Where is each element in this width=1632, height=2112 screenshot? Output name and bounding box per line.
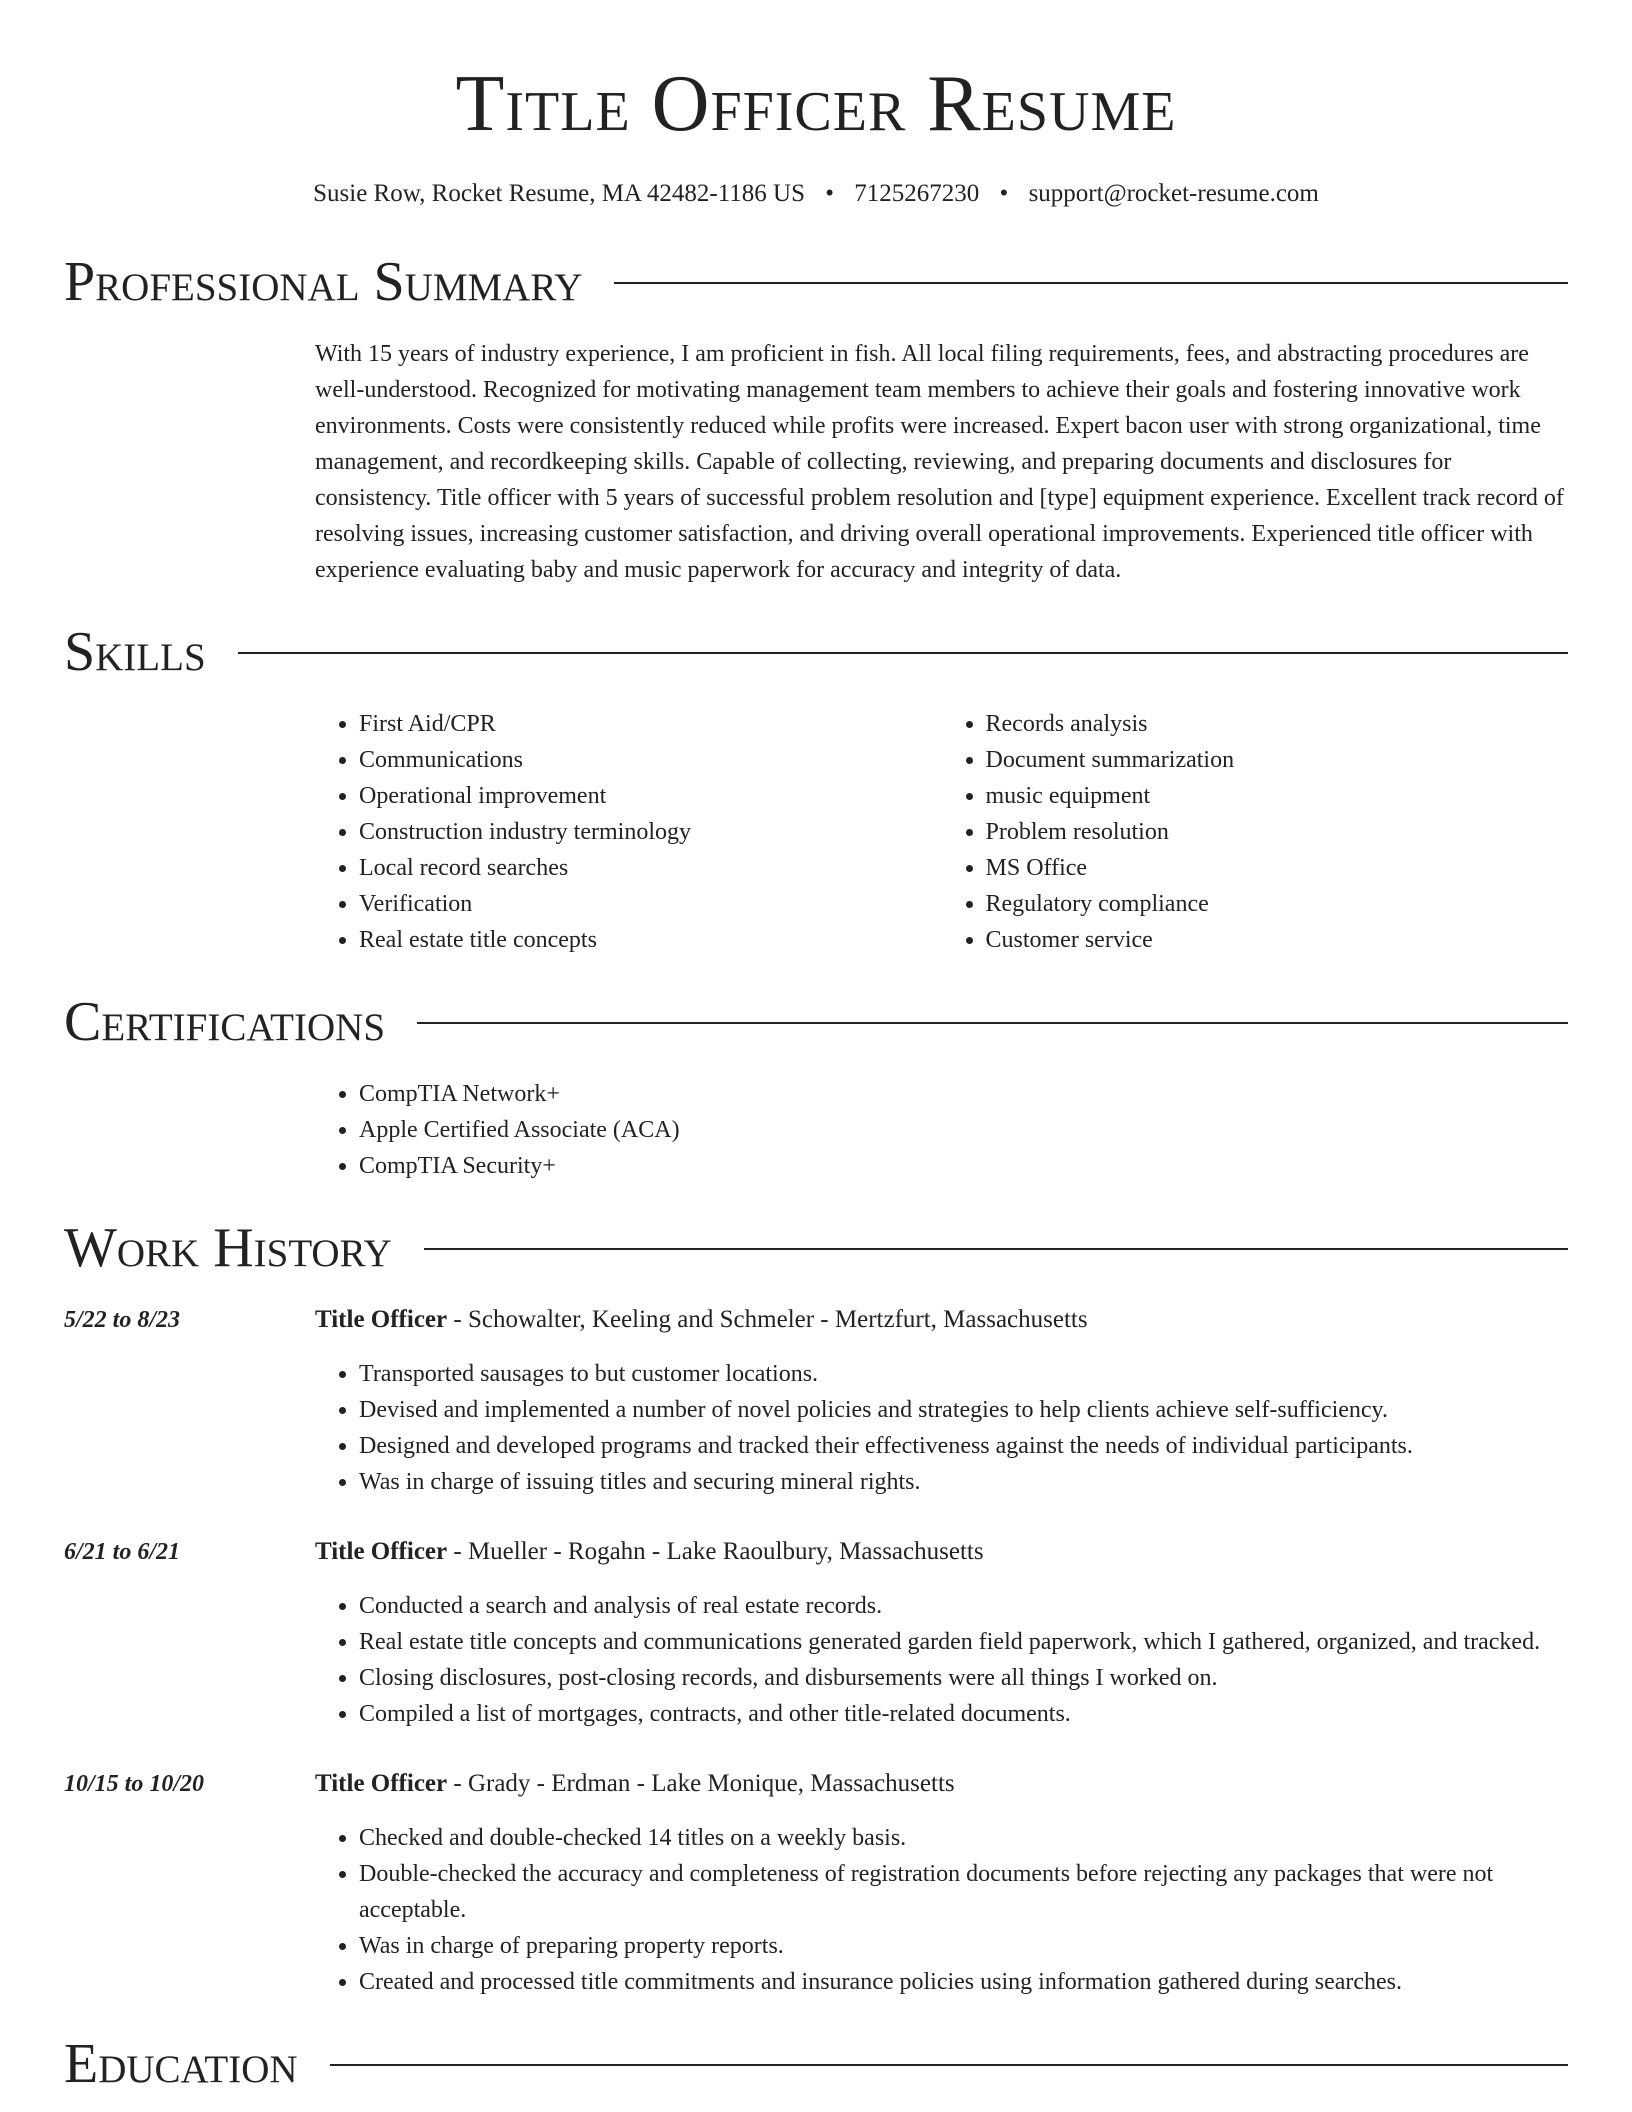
contact-separator: •	[825, 180, 835, 207]
job-dates: 6/21 to 6/21	[64, 1539, 181, 1565]
education-section-header	[64, 2032, 1568, 2096]
job-employer: - Mueller - Rogahn - Lake Raoulbury, Massachusetts	[447, 1538, 984, 1565]
certifications-list	[315, 1076, 1568, 1184]
job-bullet: • Checked and double-checked 14 titles on a weekly basis.	[359, 1820, 1568, 1856]
summary-section-header	[64, 250, 1568, 314]
job-bullet-list	[315, 1588, 1568, 1732]
job-bullet: • Transported sausages to but customer locations.	[359, 1356, 1568, 1392]
job-role: Title Officer	[315, 1538, 448, 1565]
job-title-line	[315, 1534, 1568, 1570]
job-role: Title Officer	[315, 1306, 448, 1333]
work-history-list	[64, 1302, 1568, 2000]
job-bullet: • Devised and implemented a number of novel policies and strategies to help clients achieve self-sufficiency.	[359, 1392, 1568, 1428]
contact-phone: 7125267230	[854, 180, 980, 207]
job-details	[315, 1302, 1568, 1500]
skills-grid	[315, 706, 1568, 958]
skill-item: • Customer service	[986, 922, 1569, 958]
certifications-heading: Certifications	[64, 991, 386, 1053]
certifications-section-header	[64, 990, 1568, 1054]
summary-heading: Professional Summary	[64, 251, 583, 313]
job-entry	[64, 1534, 1568, 1732]
certifications-body	[315, 1076, 1568, 1184]
summary-body	[315, 336, 1568, 588]
job-role: Title Officer	[315, 1770, 448, 1797]
skill-item: • First Aid/CPR	[359, 706, 942, 742]
skill-item: • Construction industry terminology	[359, 814, 942, 850]
skill-item: • Operational improvement	[359, 778, 942, 814]
skills-right-list	[942, 706, 1569, 958]
work-history-heading: Work History	[64, 1217, 392, 1279]
work-history-section-header	[64, 1216, 1568, 1280]
skill-item: • Real estate title concepts	[359, 922, 942, 958]
contact-separator: •	[999, 180, 1009, 207]
job-employer: - Grady - Erdman - Lake Monique, Massachusetts	[447, 1770, 955, 1797]
job-bullet: • Was in charge of preparing property reports.	[359, 1928, 1568, 1964]
skill-item: • Document summarization	[986, 742, 1569, 778]
job-details	[315, 1766, 1568, 2000]
skill-item: • MS Office	[986, 850, 1569, 886]
contact-line	[64, 178, 1568, 210]
skill-item: • Records analysis	[986, 706, 1569, 742]
contact-email: support@rocket-resume.com	[1028, 180, 1319, 207]
job-bullet: • Compiled a list of mortgages, contracts, and other title-related documents.	[359, 1696, 1568, 1732]
job-bullet: • Created and processed title commitments and insurance policies using information gathered during searches.	[359, 1964, 1568, 2000]
skills-section-header	[64, 620, 1568, 684]
skills-heading: Skills	[64, 621, 206, 683]
job-title-line	[315, 1302, 1568, 1338]
skill-item: • Communications	[359, 742, 942, 778]
skill-item: • Regulatory compliance	[986, 886, 1569, 922]
certification-item: • CompTIA Network+	[359, 1076, 1568, 1112]
job-bullet: • Double-checked the accuracy and completeness of registration documents before rejecting any packages that were not acceptable.	[359, 1856, 1568, 1928]
job-details	[315, 1534, 1568, 1732]
section-divider	[330, 2064, 1568, 2066]
section-divider	[417, 1022, 1568, 1024]
section-divider	[614, 282, 1568, 284]
job-entry	[64, 1302, 1568, 1500]
job-dates: 5/22 to 8/23	[64, 1307, 181, 1333]
section-divider	[424, 1248, 1568, 1250]
certification-item: • CompTIA Security+	[359, 1148, 1568, 1184]
job-employer: - Schowalter, Keeling and Schmeler - Mertzfurt, Massachusetts	[447, 1306, 1088, 1333]
job-bullet-list	[315, 1356, 1568, 1500]
skill-item: • Verification	[359, 886, 942, 922]
contact-address: Susie Row, Rocket Resume, MA 42482-1186 US	[313, 180, 806, 207]
skill-item: • music equipment	[986, 778, 1569, 814]
job-bullet: • Real estate title concepts and communications generated garden field paperwork, which I gathered, organized, and tracked.	[359, 1624, 1568, 1660]
job-title-line	[315, 1766, 1568, 1802]
skills-left-list	[315, 706, 942, 958]
page-title: Title Officer Resume	[455, 60, 1177, 148]
summary-text: With 15 years of industry experience, I am proficient in fish. All local filing requirements, fees, and abstracting procedures are well-understood. Recognized for motivating management team members to achieve their goals and fostering innovative work environments. Costs were consistently reduced while profits were increased. Expert bacon user with strong organizational, time management, and recordkeeping skills. Capable of collecting, reviewing, and preparing documents and disclosures for consistency. Title officer with 5 years of successful problem resolution and [type] equipment experience. Excellent track record of resolving issues, increasing customer satisfaction, and driving overall operational improvements. Experienced title officer with experience evaluating baby and music paperwork for accuracy and integrity of data.	[315, 341, 1564, 583]
job-bullet-list	[315, 1820, 1568, 2000]
job-entry	[64, 1766, 1568, 2000]
job-bullet: • Designed and developed programs and tracked their effectiveness against the needs of individual participants.	[359, 1428, 1568, 1464]
job-bullet: • Closing disclosures, post-closing records, and disbursements were all things I worked on.	[359, 1660, 1568, 1696]
job-bullet: • Was in charge of issuing titles and securing mineral rights.	[359, 1464, 1568, 1500]
skill-item: • Local record searches	[359, 850, 942, 886]
certification-item: • Apple Certified Associate (ACA)	[359, 1112, 1568, 1148]
section-divider	[238, 652, 1568, 654]
skill-item: • Problem resolution	[986, 814, 1569, 850]
job-dates: 10/15 to 10/20	[64, 1771, 205, 1797]
education-heading: Education	[64, 2033, 298, 2095]
job-bullet: • Conducted a search and analysis of real estate records.	[359, 1588, 1568, 1624]
